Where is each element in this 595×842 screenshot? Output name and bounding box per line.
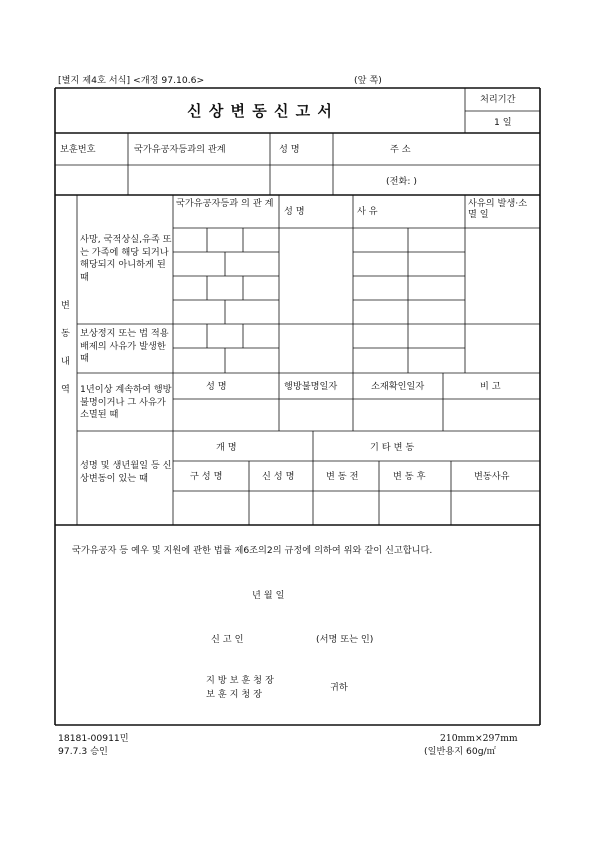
- phone-label: (전화: ): [386, 176, 417, 187]
- change-col-new-name: 신 성 명: [262, 471, 295, 482]
- bohun-number-field[interactable]: [56, 166, 127, 194]
- signature-label: (서명 또는 인): [316, 634, 374, 645]
- col-date-header: 사유의 발생·소 멸 일: [468, 198, 528, 220]
- addressee-label: 귀하: [330, 682, 348, 693]
- col-relation-header: 국가유공자등과 의 관 계: [176, 198, 274, 209]
- office-branch: 보 훈 지 청 장: [206, 689, 263, 700]
- processing-period-value: 1 일: [494, 117, 512, 128]
- change-col-other: 기 타 변 동: [370, 442, 415, 453]
- form-code: 18181-00911민: [58, 733, 129, 744]
- row-label-compensation: 보상정지 또는 법 적용 배제의 사유가 발생한 때: [80, 328, 169, 364]
- name-label: 성 명: [279, 144, 300, 155]
- change-details-label-1: 변: [61, 300, 70, 311]
- col-name-header: 성 명: [284, 206, 305, 217]
- missing-col-confirmed-date: 소재확인일자: [371, 381, 425, 392]
- paper-weight: (일반용지 60g/㎡: [424, 746, 496, 757]
- change-col-rename: 개 명: [216, 442, 237, 453]
- processing-period-label: 처리기간: [480, 94, 516, 105]
- form-number: [별지 제4호 서식] <개정 97.10.6>: [58, 75, 205, 86]
- missing-col-name: 성 명: [206, 381, 227, 392]
- name-field[interactable]: [271, 166, 332, 194]
- declarant-label: 신 고 인: [211, 634, 244, 645]
- form-title: 신 상 변 동 신 고 서: [187, 102, 333, 120]
- declaration-text: 국가유공자 등 예우 및 지원에 관한 법률 제6조의2의 규정에 의하여 위와 같이 신고합니다.: [72, 545, 433, 556]
- address-field[interactable]: [334, 166, 539, 194]
- change-details-label-4: 역: [61, 384, 70, 395]
- relation-label: 국가유공자등과의 관계: [134, 144, 226, 155]
- row-label-death: 사망, 국적상실,유족 또는 가족에 해당 되거나 해당되지 아니하게 된 때: [80, 234, 172, 283]
- bohun-number-label: 보훈번호: [60, 144, 96, 155]
- paper-size: 210mm×297mm: [440, 733, 518, 744]
- missing-col-remarks: 비 고: [480, 381, 501, 392]
- change-col-before: 변 동 전: [326, 471, 359, 482]
- change-col-old-name: 구 성 명: [190, 471, 223, 482]
- row-label-name-change: 성명 및 생년월일 등 신상변동이 있는 때: [80, 460, 172, 484]
- change-details-label-2: 동: [61, 328, 70, 339]
- change-col-reason: 변동사유: [474, 471, 510, 482]
- change-details-label-3: 내: [61, 356, 70, 367]
- col-reason-header: 사 유: [357, 206, 378, 217]
- address-label: 주 소: [390, 144, 411, 155]
- relation-field[interactable]: [129, 166, 269, 194]
- approval-date: 97.7.3 승인: [58, 746, 108, 757]
- office-regional: 지 방 보 훈 청 장: [206, 675, 274, 686]
- change-col-after: 변 동 후: [393, 471, 426, 482]
- row-label-missing: 1년이상 계속하여 행방불명이거나 그 사유가 소멸된 때: [80, 384, 172, 420]
- declaration-date: 년 월 일: [252, 590, 285, 601]
- page-side-label: (앞 쪽): [354, 75, 382, 86]
- missing-col-missing-date: 행방불명일자: [284, 381, 338, 392]
